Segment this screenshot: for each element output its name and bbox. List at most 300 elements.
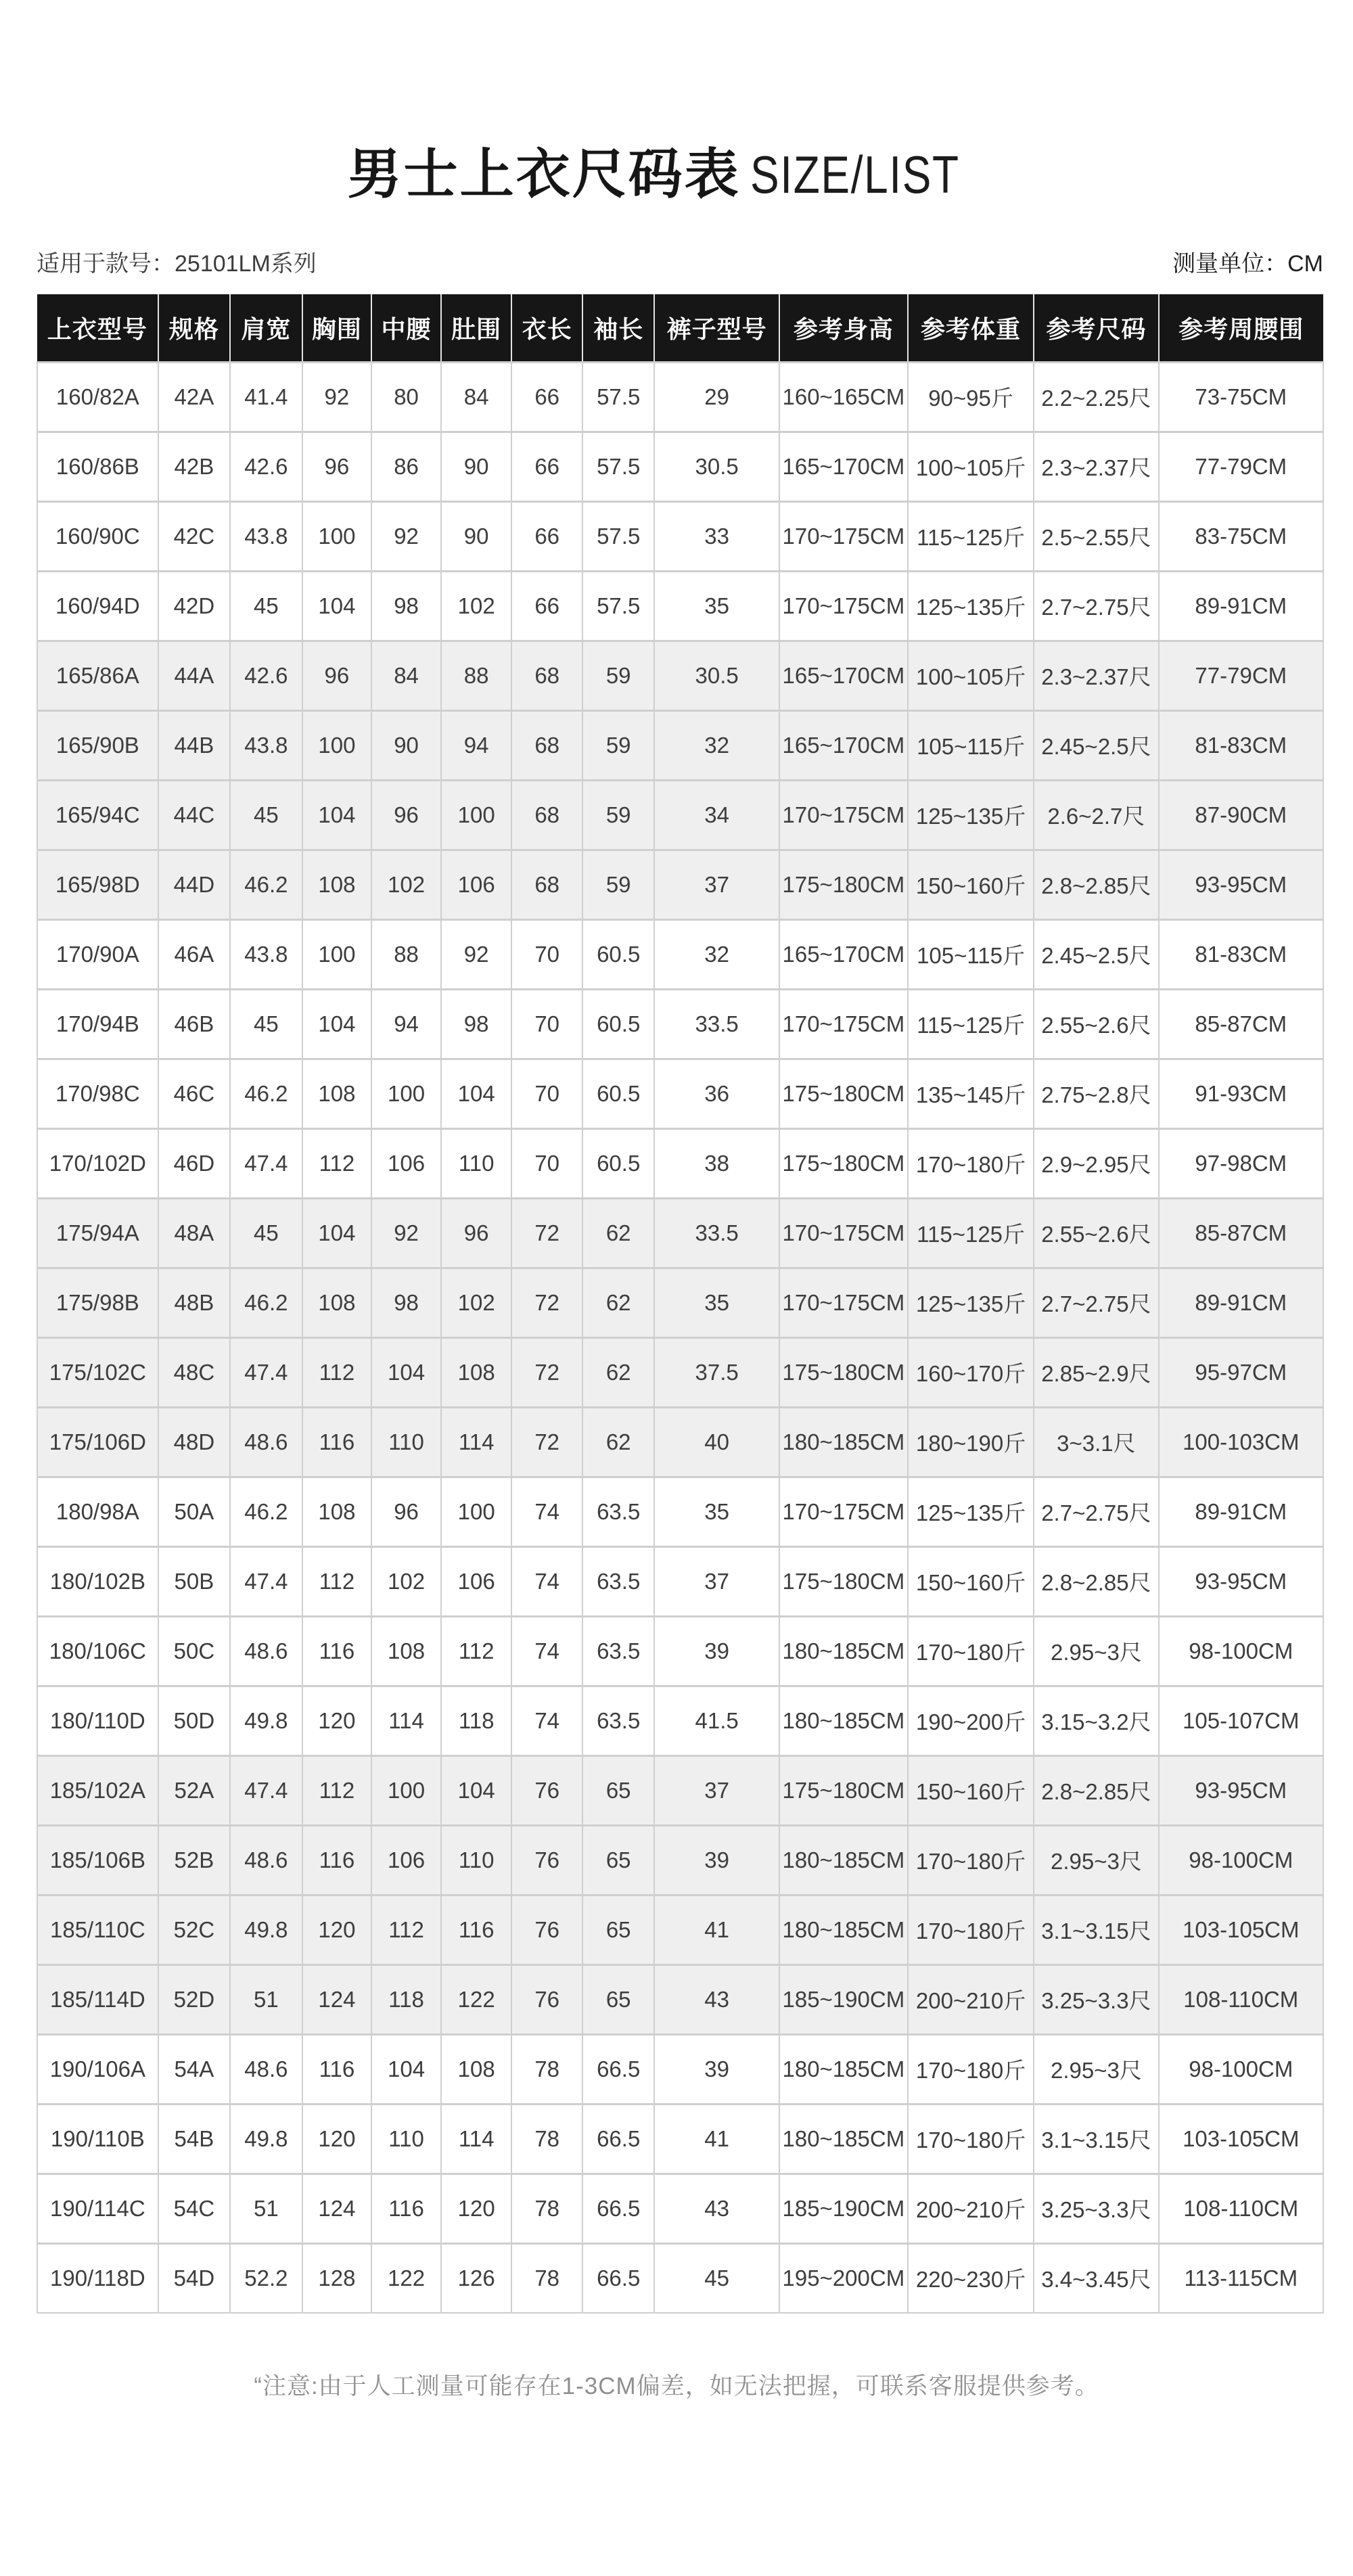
table-cell: 47.4 <box>230 1128 302 1198</box>
table-cell: 180~185CM <box>779 1686 908 1755</box>
table-cell: 160/82A <box>37 362 158 432</box>
table-cell: 180~185CM <box>779 1895 908 1964</box>
table-cell: 63.5 <box>582 1686 654 1755</box>
table-cell: 33.5 <box>654 1198 779 1268</box>
table-cell: 160/86B <box>37 432 158 501</box>
table-cell: 96 <box>371 780 441 850</box>
table-cell: 112 <box>441 1616 512 1686</box>
table-cell: 3.15~3.2尺 <box>1034 1686 1158 1755</box>
table-cell: 170~175CM <box>779 501 908 571</box>
table-cell: 80 <box>371 362 441 432</box>
table-cell: 114 <box>371 1686 441 1755</box>
page-title-en: SIZE/LIST <box>750 145 960 204</box>
table-cell: 180~185CM <box>779 1825 908 1895</box>
table-row <box>37 850 1323 919</box>
table-cell: 39 <box>654 1825 779 1895</box>
table-cell: 78 <box>511 2174 582 2243</box>
table-cell: 94 <box>441 710 512 780</box>
table-cell: 52D <box>158 1964 230 2034</box>
table-row <box>37 641 1323 710</box>
table-cell: 70 <box>511 989 582 1059</box>
table-cell: 74 <box>511 1616 582 1686</box>
table-cell: 120 <box>302 1895 372 1964</box>
table-cell: 108 <box>302 1477 372 1546</box>
table-cell: 165/98D <box>37 850 158 919</box>
table-cell: 92 <box>371 1198 441 1268</box>
table-cell: 110 <box>371 1407 441 1477</box>
table-cell: 45 <box>230 1198 302 1268</box>
table-cell: 62 <box>582 1337 654 1407</box>
table-cell: 50A <box>158 1477 230 1546</box>
table-cell: 62 <box>582 1407 654 1477</box>
table-cell: 2.75~2.8尺 <box>1034 1059 1158 1128</box>
table-cell: 104 <box>302 1198 372 1268</box>
table-cell: 65 <box>582 1755 654 1825</box>
table-row <box>37 1128 1323 1198</box>
table-cell: 96 <box>302 432 372 501</box>
table-cell: 43 <box>654 1964 779 2034</box>
table-cell: 63.5 <box>582 1546 654 1616</box>
table-cell: 66.5 <box>582 2174 654 2243</box>
table-cell: 2.7~2.75尺 <box>1034 1477 1158 1546</box>
table-cell: 38 <box>654 1128 779 1198</box>
table-cell: 110 <box>441 1128 512 1198</box>
table-cell: 48.6 <box>230 1825 302 1895</box>
table-cell: 37.5 <box>654 1337 779 1407</box>
table-row <box>37 1546 1323 1616</box>
table-cell: 108 <box>441 1337 512 1407</box>
table-cell: 106 <box>371 1128 441 1198</box>
table-cell: 83-75CM <box>1159 501 1323 571</box>
table-cell: 105~115斤 <box>908 710 1034 780</box>
table-cell: 57.5 <box>582 432 654 501</box>
table-row <box>37 2104 1323 2174</box>
table-cell: 88 <box>441 641 512 710</box>
table-cell: 160/90C <box>37 501 158 571</box>
table-cell: 2.45~2.5尺 <box>1034 710 1158 780</box>
table-row <box>37 919 1323 989</box>
table-row <box>37 2174 1323 2243</box>
table-cell: 52A <box>158 1755 230 1825</box>
table-cell: 2.6~2.7尺 <box>1034 780 1158 850</box>
table-row <box>37 780 1323 850</box>
table-cell: 48C <box>158 1337 230 1407</box>
table-cell: 98-100CM <box>1159 1616 1323 1686</box>
table-cell: 190/118D <box>37 2243 158 2313</box>
table-cell: 104 <box>302 989 372 1059</box>
table-cell: 160~165CM <box>779 362 908 432</box>
table-cell: 170/98C <box>37 1059 158 1128</box>
table-cell: 35 <box>654 571 779 641</box>
table-row <box>37 432 1323 501</box>
table-cell: 2.3~2.37尺 <box>1034 432 1158 501</box>
table-cell: 2.9~2.95尺 <box>1034 1128 1158 1198</box>
table-cell: 2.8~2.85尺 <box>1034 850 1158 919</box>
table-cell: 48.6 <box>230 1616 302 1686</box>
table-cell: 73-75CM <box>1159 362 1323 432</box>
table-cell: 108 <box>302 1059 372 1128</box>
header-cell-8: 裤子型号 <box>654 294 779 362</box>
table-cell: 89-91CM <box>1159 1268 1323 1337</box>
table-cell: 84 <box>371 641 441 710</box>
table-cell: 68 <box>511 710 582 780</box>
table-row <box>37 501 1323 571</box>
table-cell: 51 <box>230 2174 302 2243</box>
table-cell: 46.2 <box>230 1268 302 1337</box>
table-cell: 66.5 <box>582 2034 654 2104</box>
table-cell: 185/102A <box>37 1755 158 1825</box>
table-cell: 45 <box>654 2243 779 2313</box>
table-cell: 68 <box>511 641 582 710</box>
table-cell: 34 <box>654 780 779 850</box>
table-row <box>37 571 1323 641</box>
table-cell: 100 <box>302 501 372 571</box>
table-cell: 63.5 <box>582 1477 654 1546</box>
table-cell: 43 <box>654 2174 779 2243</box>
table-row <box>37 1198 1323 1268</box>
table-cell: 42A <box>158 362 230 432</box>
table-cell: 2.8~2.85尺 <box>1034 1755 1158 1825</box>
table-cell: 128 <box>302 2243 372 2313</box>
table-cell: 46A <box>158 919 230 989</box>
table-cell: 66.5 <box>582 2104 654 2174</box>
table-cell: 104 <box>302 780 372 850</box>
table-cell: 45 <box>230 780 302 850</box>
table-cell: 44C <box>158 780 230 850</box>
table-cell: 100~105斤 <box>908 432 1034 501</box>
table-cell: 49.8 <box>230 1895 302 1964</box>
table-cell: 100 <box>441 1477 512 1546</box>
table-row <box>37 1755 1323 1825</box>
table-cell: 122 <box>371 2243 441 2313</box>
table-cell: 115~125斤 <box>908 989 1034 1059</box>
table-cell: 170~180斤 <box>908 2034 1034 2104</box>
table-cell: 180/110D <box>37 1686 158 1755</box>
table-cell: 103-105CM <box>1159 2104 1323 2174</box>
table-cell: 90~95斤 <box>908 362 1034 432</box>
table-cell: 112 <box>302 1337 372 1407</box>
table-cell: 48.6 <box>230 1407 302 1477</box>
table-cell: 78 <box>511 2034 582 2104</box>
table-cell: 113-115CM <box>1159 2243 1323 2313</box>
table-cell: 175/102C <box>37 1337 158 1407</box>
subheader <box>37 245 1323 278</box>
table-cell: 54C <box>158 2174 230 2243</box>
table-cell: 165~170CM <box>779 432 908 501</box>
table-cell: 2.55~2.6尺 <box>1034 989 1158 1059</box>
table-cell: 76 <box>511 1825 582 1895</box>
table-cell: 160~170斤 <box>908 1337 1034 1407</box>
table-cell: 54D <box>158 2243 230 2313</box>
table-cell: 118 <box>441 1686 512 1755</box>
table-cell: 72 <box>511 1337 582 1407</box>
table-cell: 40 <box>654 1407 779 1477</box>
table-row <box>37 989 1323 1059</box>
table-cell: 2.3~2.37尺 <box>1034 641 1158 710</box>
table-row <box>37 2034 1323 2104</box>
table-cell: 77-79CM <box>1159 641 1323 710</box>
table-cell: 3.1~3.15尺 <box>1034 1895 1158 1964</box>
table-cell: 106 <box>441 1546 512 1616</box>
table-cell: 3.1~3.15尺 <box>1034 2104 1158 2174</box>
table-cell: 175~180CM <box>779 1337 908 1407</box>
table-cell: 85-87CM <box>1159 1198 1323 1268</box>
table-cell: 2.5~2.55尺 <box>1034 501 1158 571</box>
table-cell: 54B <box>158 2104 230 2174</box>
table-cell: 200~210斤 <box>908 1964 1034 2034</box>
table-cell: 190~200斤 <box>908 1686 1034 1755</box>
table-cell: 50B <box>158 1546 230 1616</box>
table-row <box>37 710 1323 780</box>
header-cell-9: 参考身高 <box>779 294 908 362</box>
table-cell: 68 <box>511 850 582 919</box>
table-cell: 65 <box>582 1964 654 2034</box>
table-cell: 70 <box>511 1059 582 1128</box>
table-cell: 86 <box>371 432 441 501</box>
table-cell: 98-100CM <box>1159 2034 1323 2104</box>
table-cell: 72 <box>511 1268 582 1337</box>
table-cell: 190/110B <box>37 2104 158 2174</box>
table-cell: 175~180CM <box>779 850 908 919</box>
table-cell: 170~180斤 <box>908 1616 1034 1686</box>
table-cell: 35 <box>654 1477 779 1546</box>
table-cell: 52.2 <box>230 2243 302 2313</box>
table-cell: 104 <box>302 571 372 641</box>
table-cell: 170/102D <box>37 1128 158 1198</box>
table-cell: 91-93CM <box>1159 1059 1323 1128</box>
table-cell: 112 <box>302 1128 372 1198</box>
table-cell: 106 <box>371 1825 441 1895</box>
table-cell: 150~160斤 <box>908 1546 1034 1616</box>
table-cell: 43.8 <box>230 501 302 571</box>
table-cell: 42B <box>158 432 230 501</box>
table-cell: 180~185CM <box>779 2034 908 2104</box>
table-cell: 125~135斤 <box>908 780 1034 850</box>
table-cell: 59 <box>582 850 654 919</box>
table-cell: 160/94D <box>37 571 158 641</box>
table-cell: 50D <box>158 1686 230 1755</box>
table-cell: 108-110CM <box>1159 2174 1323 2243</box>
table-cell: 175/106D <box>37 1407 158 1477</box>
header-cell-10: 参考体重 <box>908 294 1034 362</box>
table-row <box>37 1407 1323 1477</box>
table-cell: 98 <box>371 1268 441 1337</box>
table-row <box>37 1825 1323 1895</box>
table-cell: 220~230斤 <box>908 2243 1034 2313</box>
table-cell: 52C <box>158 1895 230 1964</box>
table-cell: 2.55~2.6尺 <box>1034 1198 1158 1268</box>
table-cell: 124 <box>302 1964 372 2034</box>
table-cell: 42.6 <box>230 641 302 710</box>
table-cell: 170~175CM <box>779 571 908 641</box>
table-cell: 60.5 <box>582 1128 654 1198</box>
table-cell: 90 <box>371 710 441 780</box>
header-cell-11: 参考尺码 <box>1034 294 1158 362</box>
table-cell: 72 <box>511 1198 582 1268</box>
table-cell: 60.5 <box>582 1059 654 1128</box>
table-cell: 47.4 <box>230 1755 302 1825</box>
table-cell: 74 <box>511 1686 582 1755</box>
table-cell: 2.2~2.25尺 <box>1034 362 1158 432</box>
table-cell: 44D <box>158 850 230 919</box>
table-cell: 41.4 <box>230 362 302 432</box>
table-cell: 175~180CM <box>779 1059 908 1128</box>
table-cell: 115~125斤 <box>908 1198 1034 1268</box>
table-cell: 190/114C <box>37 2174 158 2243</box>
header-cell-7: 袖长 <box>582 294 654 362</box>
table-cell: 93-95CM <box>1159 850 1323 919</box>
table-cell: 93-95CM <box>1159 1755 1323 1825</box>
table-cell: 50C <box>158 1616 230 1686</box>
table-cell: 47.4 <box>230 1337 302 1407</box>
table-row <box>37 1337 1323 1407</box>
table-cell: 112 <box>371 1895 441 1964</box>
table-cell: 46.2 <box>230 1477 302 1546</box>
table-cell: 89-91CM <box>1159 571 1323 641</box>
table-cell: 65 <box>582 1825 654 1895</box>
table-cell: 3.4~3.45尺 <box>1034 2243 1158 2313</box>
table-cell: 102 <box>441 1268 512 1337</box>
table-cell: 65 <box>582 1895 654 1964</box>
table-cell: 170/94B <box>37 989 158 1059</box>
table-cell: 175~180CM <box>779 1128 908 1198</box>
table-cell: 112 <box>302 1755 372 1825</box>
table-cell: 2.95~3尺 <box>1034 1616 1158 1686</box>
table-cell: 116 <box>302 1616 372 1686</box>
table-cell: 88 <box>371 919 441 989</box>
table-cell: 97-98CM <box>1159 1128 1323 1198</box>
table-cell: 98-100CM <box>1159 1825 1323 1895</box>
table-cell: 116 <box>441 1895 512 1964</box>
table-cell: 43.8 <box>230 710 302 780</box>
table-cell: 120 <box>302 1686 372 1755</box>
table-cell: 115~125斤 <box>908 501 1034 571</box>
table-cell: 51 <box>230 1964 302 2034</box>
table-cell: 165~170CM <box>779 641 908 710</box>
table-cell: 114 <box>441 1407 512 1477</box>
table-cell: 180/102B <box>37 1546 158 1616</box>
table-cell: 76 <box>511 1964 582 2034</box>
table-cell: 100 <box>302 710 372 780</box>
table-cell: 102 <box>441 571 512 641</box>
table-cell: 170~175CM <box>779 989 908 1059</box>
table-cell: 200~210斤 <box>908 2174 1034 2243</box>
table-cell: 185~190CM <box>779 2174 908 2243</box>
table-row <box>37 1268 1323 1337</box>
table-cell: 37 <box>654 1755 779 1825</box>
table-cell: 45 <box>230 989 302 1059</box>
table-cell: 59 <box>582 641 654 710</box>
table-cell: 57.5 <box>582 501 654 571</box>
table-cell: 89-91CM <box>1159 1477 1323 1546</box>
table-cell: 66 <box>511 432 582 501</box>
table-cell: 62 <box>582 1198 654 1268</box>
table-cell: 66 <box>511 501 582 571</box>
table-cell: 44A <box>158 641 230 710</box>
header-cell-5: 肚围 <box>441 294 512 362</box>
table-cell: 74 <box>511 1546 582 1616</box>
table-cell: 87-90CM <box>1159 780 1323 850</box>
table-cell: 48B <box>158 1268 230 1337</box>
table-cell: 135~145斤 <box>908 1059 1034 1128</box>
table-cell: 48A <box>158 1198 230 1268</box>
table-cell: 41 <box>654 2104 779 2174</box>
page-title-cn: 男士上衣尺码表 <box>347 144 741 204</box>
table-cell: 170~175CM <box>779 1268 908 1337</box>
table-cell: 104 <box>371 1337 441 1407</box>
table-cell: 103-105CM <box>1159 1895 1323 1964</box>
table-cell: 100-103CM <box>1159 1407 1323 1477</box>
table-cell: 3~3.1尺 <box>1034 1407 1158 1477</box>
table-cell: 150~160斤 <box>908 1755 1034 1825</box>
table-row <box>37 1477 1323 1546</box>
table-cell: 66 <box>511 362 582 432</box>
table-cell: 93-95CM <box>1159 1546 1323 1616</box>
table-cell: 170~180斤 <box>908 2104 1034 2174</box>
table-cell: 48D <box>158 1407 230 1477</box>
table-cell: 180~190斤 <box>908 1407 1034 1477</box>
table-cell: 195~200CM <box>779 2243 908 2313</box>
table-cell: 180~185CM <box>779 1616 908 1686</box>
table-cell: 36 <box>654 1059 779 1128</box>
table-cell: 94 <box>371 989 441 1059</box>
table-cell: 170~180斤 <box>908 1895 1034 1964</box>
table-cell: 42.6 <box>230 432 302 501</box>
table-cell: 46.2 <box>230 850 302 919</box>
table-cell: 46.2 <box>230 1059 302 1128</box>
table-cell: 44B <box>158 710 230 780</box>
table-cell: 47.4 <box>230 1546 302 1616</box>
table-cell: 2.45~2.5尺 <box>1034 919 1158 989</box>
table-cell: 74 <box>511 1477 582 1546</box>
table-cell: 180~185CM <box>779 1407 908 1477</box>
header-row <box>37 294 1323 362</box>
table-cell: 42C <box>158 501 230 571</box>
table-cell: 3.25~3.3尺 <box>1034 1964 1158 2034</box>
table-cell: 66 <box>511 571 582 641</box>
table-cell: 125~135斤 <box>908 1268 1034 1337</box>
table-cell: 43.8 <box>230 919 302 989</box>
table-cell: 84 <box>441 362 512 432</box>
table-cell: 108 <box>302 1268 372 1337</box>
table-cell: 110 <box>441 1825 512 1895</box>
table-cell: 96 <box>371 1477 441 1546</box>
table-cell: 41 <box>654 1895 779 1964</box>
table-cell: 78 <box>511 2104 582 2174</box>
size-table <box>37 294 1324 2314</box>
table-cell: 33 <box>654 501 779 571</box>
table-cell: 104 <box>371 2034 441 2104</box>
table-cell: 32 <box>654 919 779 989</box>
table-cell: 120 <box>441 2174 512 2243</box>
table-cell: 165~170CM <box>779 919 908 989</box>
table-cell: 49.8 <box>230 1686 302 1755</box>
table-cell: 60.5 <box>582 989 654 1059</box>
table-cell: 2.95~3尺 <box>1034 2034 1158 2104</box>
table-row <box>37 2243 1323 2313</box>
table-cell: 116 <box>302 1825 372 1895</box>
table-cell: 77-79CM <box>1159 432 1323 501</box>
table-cell: 175~180CM <box>779 1755 908 1825</box>
table-row <box>37 1895 1323 1964</box>
table-cell: 90 <box>441 501 512 571</box>
table-cell: 116 <box>371 2174 441 2243</box>
table-cell: 37 <box>654 1546 779 1616</box>
table-cell: 96 <box>302 641 372 710</box>
table-cell: 72 <box>511 1407 582 1477</box>
table-cell: 165/90B <box>37 710 158 780</box>
table-cell: 165/94C <box>37 780 158 850</box>
